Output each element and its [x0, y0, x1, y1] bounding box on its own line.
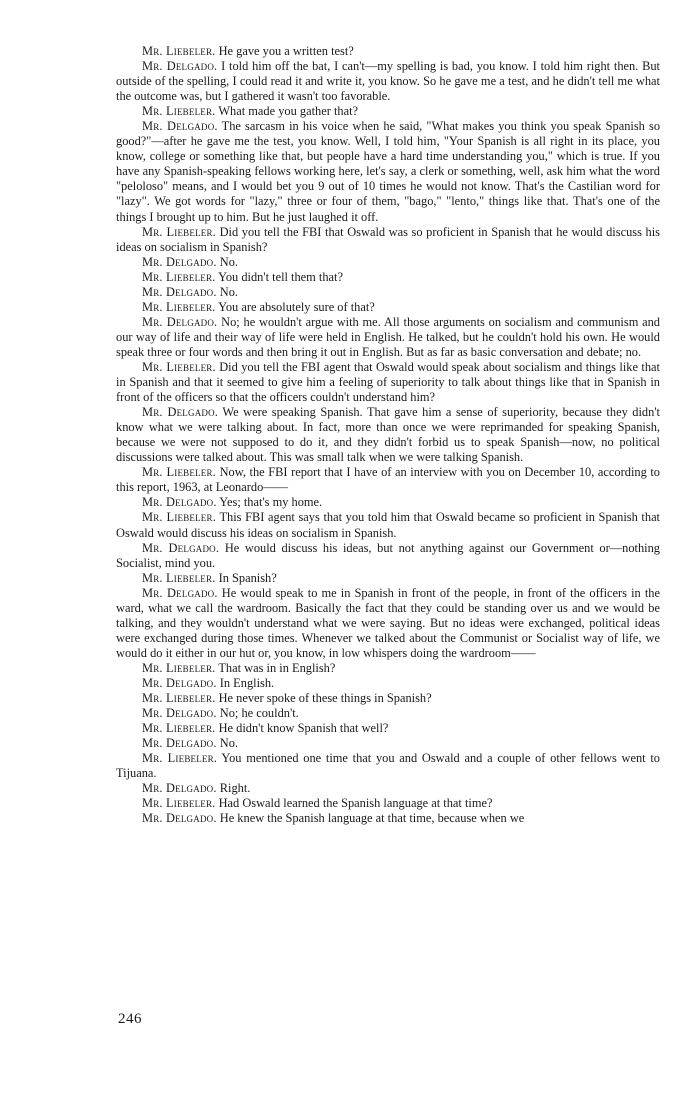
speech-text: You didn't tell them that?: [218, 269, 343, 284]
speech-text: Did you tell the FBI agent that Oswald would speak about socialism and things like that in Spanish and that it seemed to give him a feeling of superiority to talk about things like that in Spanish in front of the officers so that the officers couldn't understand him?: [116, 359, 660, 405]
testimony-paragraph: [116, 495, 660, 510]
speech-text: You are absolutely sure of that?: [218, 299, 375, 314]
speaker-name: Mr. Liebeler.: [142, 224, 216, 239]
speech-text: I told him off the bat, I can't—my spelling is bad, you know. I told him right then. But outside of the spelling, I could read it and write it, you know. So he gave me a test, and he didn't tell me what the outcome was, but I gathered it wasn't too favorable.: [116, 59, 660, 104]
speech-text: He didn't know Spanish that well?: [218, 721, 389, 736]
speech-text: In Spanish?: [218, 570, 277, 585]
testimony-paragraph: [116, 405, 660, 465]
testimony-paragraph: [116, 721, 660, 736]
speaker-name: Mr. Delgado.: [142, 405, 219, 420]
testimony-paragraph: [116, 691, 660, 706]
speech-text: No; he wouldn't argue with me. All those arguments on socialism and communism and our way of life and their way of life were held in English. He talked, but he couldn't hold his own. He would speak three or four words and then bring it out in English. But as far as basic conversation and debate; no.: [116, 314, 661, 359]
speech-text: No.: [219, 254, 239, 269]
speaker-name: Mr. Liebeler.: [142, 359, 216, 374]
speech-text: You mentioned one time that you and Oswald and a couple of other fellows went to Tijuana.: [116, 751, 660, 781]
speech-text: We were speaking Spanish. That gave him a sense of superiority, because they didn't know what we were talking about. In fact, more than once we were reprimanded for speaking Spanish, because we were not supposed to do it, and they didn't forbid us to speak Spanish—now, no political discussions were talked about. This was small talk when we were talking Spanish.: [116, 405, 660, 465]
testimony-paragraph: [116, 751, 660, 781]
speaker-name: Mr. Liebeler.: [142, 721, 216, 736]
testimony-paragraph: [116, 104, 660, 119]
testimony-paragraph: [116, 255, 660, 270]
speech-text: He knew the Spanish language at that time, because when we: [219, 811, 525, 826]
speech-text: No; he couldn't.: [219, 706, 299, 721]
speaker-name: Mr. Liebeler.: [142, 104, 216, 119]
speaker-name: Mr. Liebeler.: [142, 751, 218, 766]
speaker-name: Mr. Delgado.: [142, 736, 217, 751]
speaker-name: Mr. Delgado.: [142, 59, 218, 74]
testimony-paragraph: [116, 796, 660, 811]
speech-text: That was in in English?: [218, 660, 336, 675]
speaker-name: Mr. Liebeler.: [142, 660, 216, 675]
speaker-name: Mr. Delgado.: [142, 254, 217, 269]
speaker-name: Mr. Delgado.: [142, 495, 217, 510]
speech-text: This FBI agent says that you told him that Oswald became so proficient in Spanish that Oswald would discuss his ideas on socialism in Spanish.: [116, 510, 661, 540]
speaker-name: Mr. Liebeler.: [142, 510, 217, 525]
speech-text: He never spoke of these things in Spanish?: [218, 691, 432, 706]
speech-text: Did you tell the FBI that Oswald was so proficient in Spanish that he would discuss his ideas on socialism in Spanish?: [116, 224, 660, 254]
testimony-paragraph: [116, 781, 660, 796]
testimony-paragraph: [116, 676, 660, 691]
testimony-paragraph: [116, 465, 660, 495]
testimony-paragraph: [116, 270, 660, 285]
speaker-name: Mr. Liebeler.: [142, 570, 216, 585]
speech-text: He would discuss his ideas, but not anything against our Government or—nothing Socialist, mind you.: [116, 540, 661, 570]
testimony-paragraph: [116, 44, 660, 59]
testimony-paragraph: [116, 360, 660, 405]
speaker-name: Mr. Delgado.: [142, 314, 218, 329]
testimony-paragraph: [116, 59, 660, 104]
speech-text: No.: [219, 736, 239, 751]
speaker-name: Mr. Delgado.: [142, 706, 217, 721]
testimony-paragraph: [116, 510, 660, 540]
speaker-name: Mr. Delgado.: [142, 284, 217, 299]
speech-text: Now, the FBI report that I have of an interview with you on December 10, according to this report, 1963, at Leonardo——: [116, 465, 660, 495]
speaker-name: Mr. Delgado.: [142, 675, 217, 690]
speech-text: In English.: [219, 675, 275, 690]
speaker-name: Mr. Delgado.: [142, 119, 218, 134]
speaker-name: Mr. Delgado.: [142, 540, 220, 555]
speech-text: What made you gather that?: [218, 104, 359, 119]
speech-text: He would speak to me in Spanish in front of the people, in front of the officers in the ward, what we call the wardroom. Basically the fact that they could be standing over us and we would be talking, and they wouldn't understand what we were saying. But no ideas were exchanged, political ideas were exchanged during those times. Whenever we talked about the Communist or Socialist way of life, we would do it either in our hut or, you know, in low whispers doing the wardroom——: [116, 585, 660, 660]
speech-text: No.: [219, 284, 239, 299]
speaker-name: Mr. Liebeler.: [142, 465, 216, 480]
speaker-name: Mr. Delgado.: [142, 811, 217, 826]
testimony-paragraph: [116, 811, 660, 826]
speaker-name: Mr. Delgado.: [142, 585, 218, 600]
testimony-paragraph: [116, 706, 660, 721]
testimony-paragraph: [116, 571, 660, 586]
testimony-paragraph: [116, 315, 660, 360]
speaker-name: Mr. Liebeler.: [142, 796, 216, 811]
speaker-name: Mr. Liebeler.: [142, 269, 216, 284]
testimony-paragraph: [116, 225, 660, 255]
speaker-name: Mr. Liebeler.: [142, 44, 216, 58]
speech-text: Yes; that's my home.: [219, 495, 323, 510]
testimony-paragraph: [116, 285, 660, 300]
testimony-transcript: [116, 44, 660, 826]
testimony-paragraph: [116, 541, 660, 571]
speech-text: He gave you a written test?: [218, 44, 354, 58]
speech-text: The sarcasm in his voice when he said, "What makes you think you speak Spanish so good?"—after he gave me the test, you know. Well, I told him, "Your Spanish is all right in its place, you know, college or something like that, but people have a hard time understanding you," which is true. If you have any Spanish-speaking fellows working here, let's say, a clerk or something, well, ask him what the word "peloloso" means, and I would bet you 9 out of 10 times he would not know. That's the Castilian word for "lazy". We got words for "lazy," three or four of them, "bago," "lento," things like that. That's one of the things I brought up to him. But he just laughed it off.: [116, 119, 661, 224]
page-number: 246: [118, 1011, 142, 1027]
testimony-paragraph: [116, 119, 660, 224]
speech-text: Had Oswald learned the Spanish language at that time?: [218, 796, 493, 811]
speaker-name: Mr. Liebeler.: [142, 299, 216, 314]
speaker-name: Mr. Liebeler.: [142, 691, 216, 706]
testimony-paragraph: [116, 736, 660, 751]
testimony-paragraph: [116, 661, 660, 676]
speaker-name: Mr. Delgado.: [142, 781, 217, 796]
speech-text: Right.: [219, 781, 251, 796]
testimony-paragraph: [116, 300, 660, 315]
testimony-paragraph: [116, 586, 660, 661]
